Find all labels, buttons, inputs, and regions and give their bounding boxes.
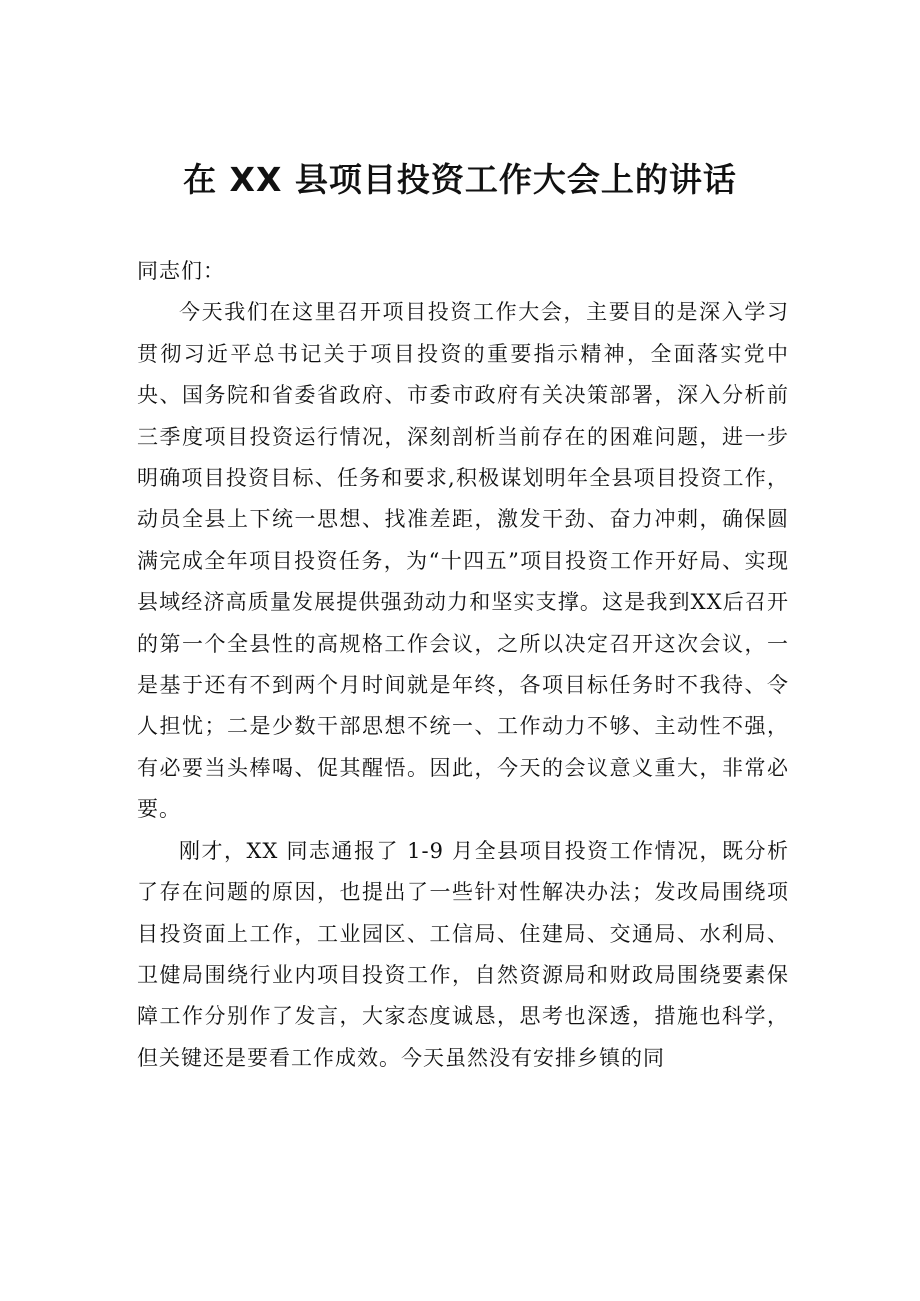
document-title: 在 XX 县项目投资工作大会上的讲话: [183, 160, 737, 199]
paragraph-1: 今天我们在这里召开项目投资工作大会，主要目的是深入学习贯彻习近平总书记关于项目投资的重要指示精神，全面落实党中央、国务院和省委省政府、市委市政府有关决策部署，深入分析前三季度项目投资运行情况，深刻剖析当前存在的困难问题，进一步明确项目投资目标、任务和要求,积极谋划明年全县项目投资工作，动员全县上下统一思想、找准差距，激发干劲、奋力冲刺，确保圆满完成全年项目投资任务，为“十四五”项目投资工作开好局、实现县域经济高质量发展提供强劲动力和坚实支撑。这是我到XX后召开的第一个全县性的高规格工作会议，之所以决定召开这次会议，一是基于还有不到两个月时间就是年终，各项目标任务时不我待、令人担忧；二是少数干部思想不统一、工作动力不够、主动性不强，有必要当头棒喝、促其醒悟。因此，今天的会议意义重大，非常必要。: [137, 300, 789, 822]
document-body: [137, 251, 789, 1079]
salutation: 同志们：: [137, 259, 225, 283]
paragraph-2: 刚才，XX 同志通报了 1-9 月全县项目投资工作情况，既分析了存在问题的原因，也提出了一些针对性解决办法；发改局围绕项目投资面上工作，工业园区、工信局、住建局、交通局、水利局、卫健局围绕行业内项目投资工作，自然资源局和财政局围绕要素保障工作分别作了发言，大家态度诚恳，思考也深透，措施也科学，但关键还是要看工作成效。今天虽然没有安排乡镇的同: [137, 838, 789, 1070]
